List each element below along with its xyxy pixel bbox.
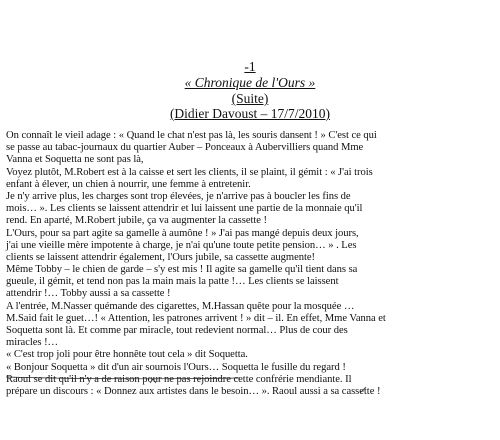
- handwritten-slash-mark: [360, 387, 366, 393]
- document-byline: (Didier Davoust – 17/7/2010): [169, 106, 331, 121]
- body-line: Je n'y arrive plus, les charges sont trop élevées, je n'arrive pas à boucler les fins de: [6, 190, 351, 202]
- body-line: miracles !…: [6, 337, 59, 349]
- body-line: Raoul se dit qu'il n'y a de raison pour ne pas rejoindre cette confrérie mendiante. Il: [6, 373, 352, 385]
- body-line: enfant à élever, un chien à nourrir, une femme à entretenir.: [6, 178, 251, 190]
- body-line: j'ai une vieille mère impotente à charge, je n'ai qu'une toute petite pension… » . Les: [6, 239, 357, 251]
- body-line: rend. En aparté, M.Robert jubile, ça va augmenter la cassette !: [6, 215, 267, 227]
- body-line: Voyez plutôt, M.Robert est à la caisse et sert les clients, il se plaint, il gémit : « J'ai trois: [6, 166, 373, 178]
- body-line: mois… ». Les clients se laissent attendrir et lui laissent une partie de la monnaie qu'il: [6, 203, 363, 215]
- body-line: clients se laissent attendrir également, l'Ours jubile, sa cassette augmente!: [6, 251, 315, 263]
- body-line: gueule, il gémit, et tend non pas la main mais la patte !… Les clients se laissent: [6, 276, 339, 288]
- body-line: M.Said fait le guet…! « Attention, les patrones arrivent ! » dit – il. En effet, Mme Vanna et: [6, 312, 386, 324]
- body-line: se passe au tabac-journaux du quartier Auber – Ponceaux à Aubervilliers quand Mme: [6, 142, 364, 154]
- page-number: -1: [244, 59, 256, 74]
- body-line: attendrir !… Tobby aussi a sa cassette !: [6, 288, 171, 300]
- body-line: On connaît le vieil adage : « Quand le chat n'est pas là, les souris dansent ! » C'est ce qui: [6, 130, 377, 141]
- body-line: Même Tobby – le chien de garde – s'y est mis ! Il agite sa gamelle qu'il tient dans sa: [6, 264, 358, 276]
- body-line: Vanna et Soquetta ne sont pas là,: [6, 154, 144, 166]
- body-line: prépare un discours : « Donnez aux artistes dans le besoin… ». Raoul aussi a sa cassette !: [6, 385, 381, 397]
- document-subtitle: (Suite): [231, 91, 269, 106]
- document-title-text: « Chronique de l'Ours »: [184, 75, 316, 90]
- body-line: « C'est trop joli pour être honnête tout cela » dit Soquetta.: [6, 349, 248, 361]
- body-line: A l'entrée, M.Nasser quémande des cigarettes, M.Hassan quête pour la mosquée …: [6, 300, 355, 312]
- handwritten-strike-line: [6, 377, 240, 379]
- handwritten-caret-mark: [150, 379, 156, 383]
- body-line: Soquetta sont là. Et comme par miracle, tout redevient normal… Plus de cour des: [6, 325, 348, 336]
- body-line: « Bonjour Soquetta » dit d'un air sournois l'Ours… Soquetta le fusille du regard !: [6, 361, 346, 373]
- body-line: L'Ours, pour sa part agite sa gamelle à aumône ! » J'ai pas mangé depuis deux jours,: [6, 227, 359, 239]
